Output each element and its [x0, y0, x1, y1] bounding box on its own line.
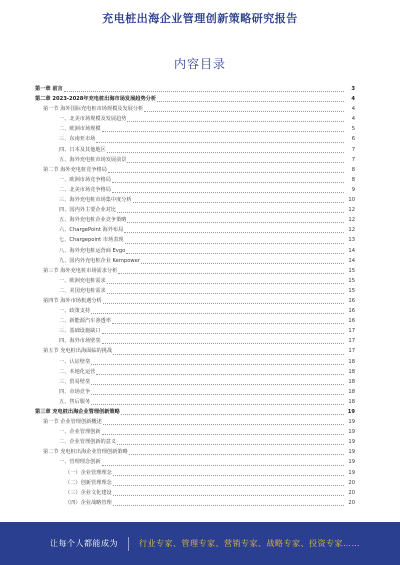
toc-leader-dots — [64, 91, 344, 92]
toc-leader-dots — [107, 293, 344, 294]
toc-entry-page: 18 — [348, 358, 355, 365]
toc-entry-label: 二、北美市场竞争格局 — [59, 186, 111, 193]
toc-entry-label: 三、海外充电桩市场集中度分析 — [59, 197, 132, 204]
toc-leader-dots — [121, 414, 344, 415]
toc-entry-label: 六、ChargePoint 海外布局 — [59, 227, 124, 234]
toc-entry-label: 四、国内外主要企业对比 — [59, 207, 117, 214]
toc-entry-page: 20 — [348, 479, 355, 486]
toc-entry-page: 19 — [348, 439, 355, 446]
toc-entry[interactable] — [35, 155, 355, 165]
toc-entry-page: 15 — [348, 287, 355, 294]
toc-leader-dots — [103, 424, 344, 425]
toc-entry[interactable] — [35, 457, 355, 467]
toc-entry-label: 五、海外充电桩市场发展前景 — [59, 156, 127, 163]
toc-entry-page: 9 — [351, 186, 355, 193]
toc-entry[interactable] — [35, 367, 355, 377]
toc-entry-page: 15 — [348, 277, 355, 284]
toc-leader-dots — [102, 434, 344, 435]
toc-leader-dots — [117, 444, 344, 445]
table-of-contents — [35, 84, 355, 508]
toc-leader-dots — [102, 465, 344, 466]
toc-leader-dots — [126, 253, 344, 254]
toc-entry-page: 3 — [351, 86, 355, 92]
toc-entry-page: 19 — [348, 419, 355, 426]
toc-entry[interactable] — [35, 346, 355, 356]
toc-entry[interactable] — [35, 478, 355, 488]
toc-entry-label: 一、认证壁垒 — [59, 358, 91, 365]
toc-entry-page: 5 — [351, 126, 355, 133]
toc-entry-label: 三、基础设施缺口 — [59, 328, 101, 335]
toc-entry-page: 15 — [348, 267, 355, 274]
toc-entry-label: （三）企业文化建设 — [65, 489, 112, 496]
toc-entry-label: 二、企业管理创新的意义 — [59, 439, 117, 446]
toc-entry-label: 一、欧洲充电桩需求 — [59, 277, 106, 284]
toc-entry[interactable] — [35, 286, 355, 296]
toc-entry-page: 18 — [348, 378, 355, 385]
toc-leader-dots — [96, 142, 344, 143]
toc-leader-dots — [118, 273, 344, 274]
toc-leader-dots — [133, 202, 344, 203]
toc-entry[interactable] — [35, 397, 355, 407]
toc-entry-label: 二、欧洲市场规模 — [59, 126, 101, 133]
toc-entry[interactable] — [35, 488, 355, 498]
toc-entry-label: 第三章 充电桩出海企业管理创新策略 — [35, 409, 120, 415]
toc-entry-label: 四、市场竞争 — [59, 388, 91, 395]
toc-entry-page: 17 — [348, 338, 355, 345]
toc-entry[interactable] — [35, 468, 355, 478]
toc-entry-label: 一、欧洲市场竞争格局 — [59, 176, 111, 183]
toc-leader-dots — [91, 404, 344, 405]
toc-entry[interactable] — [35, 437, 355, 447]
toc-entry-page: 4 — [351, 96, 355, 103]
toc-entry-page: 17 — [348, 328, 355, 335]
toc-entry-page: 18 — [348, 398, 355, 405]
toc-entry-page: 8 — [351, 176, 355, 183]
toc-leader-dots — [102, 333, 344, 334]
toc-leader-dots — [107, 283, 344, 284]
toc-entry[interactable] — [35, 417, 355, 427]
toc-leader-dots — [96, 374, 344, 375]
toc-leader-dots — [112, 182, 344, 183]
toc-entry[interactable] — [35, 114, 355, 124]
toc-entry[interactable] — [35, 387, 355, 397]
toc-leader-dots — [125, 243, 344, 244]
toc-entry-page: 16 — [348, 297, 355, 304]
toc-entry-page: 19 — [348, 429, 355, 436]
toc-entry[interactable] — [35, 447, 355, 457]
toc-leader-dots — [144, 111, 344, 112]
toc-entry-page: 4 — [351, 106, 355, 113]
toc-leader-dots — [91, 394, 344, 395]
toc-entry-label: 四、海外市场壁垒 — [59, 338, 101, 345]
toc-leader-dots — [113, 475, 344, 476]
toc-entry-label: 第四节 海外市场机遇分析 — [43, 297, 102, 304]
toc-entry-page: 20 — [348, 499, 355, 506]
toc-entry[interactable] — [35, 134, 355, 144]
toc-entry[interactable] — [35, 336, 355, 346]
toc-leader-dots — [107, 152, 344, 153]
toc-heading: 内容目录 — [173, 57, 226, 71]
toc-entry[interactable] — [35, 84, 355, 94]
toc-leader-dots — [117, 212, 344, 213]
toc-entry-page: 19 — [347, 409, 355, 415]
toc-entry-page: 19 — [348, 469, 355, 476]
toc-leader-dots — [112, 323, 344, 324]
toc-leader-dots — [127, 162, 344, 163]
toc-entry-page: 13 — [348, 237, 355, 244]
toc-entry[interactable] — [35, 498, 355, 508]
toc-entry-label: 七、Chargepoint 市场表现 — [59, 237, 124, 244]
toc-entry-page: 7 — [351, 146, 355, 153]
toc-entry-label: （一）企业管理理念 — [65, 469, 112, 476]
toc-leader-dots — [127, 222, 344, 223]
toc-leader-dots — [108, 172, 344, 173]
footer-banner — [0, 522, 400, 565]
toc-entry-page: 19 — [348, 459, 355, 466]
toc-entry-page: 12 — [348, 217, 355, 224]
toc-entry[interactable] — [35, 195, 355, 205]
toc-entry-label: 九、国内外充电桩企业 Kempower — [59, 257, 140, 264]
toc-entry-label: 第一节 企业管理创新概述 — [43, 419, 102, 426]
toc-leader-dots — [113, 505, 344, 506]
toc-entry[interactable] — [35, 377, 355, 387]
toc-entry-label: 一、企业管理创新 — [59, 429, 101, 436]
toc-entry-label: 三、贸易壁垒 — [59, 378, 91, 385]
toc-leader-dots — [91, 364, 344, 365]
toc-entry-page: 18 — [348, 388, 355, 395]
toc-entry[interactable] — [35, 124, 355, 134]
toc-entry[interactable] — [35, 145, 355, 155]
toc-entry[interactable] — [35, 306, 355, 316]
toc-entry[interactable] — [35, 94, 355, 104]
toc-entry-page: 14 — [348, 247, 355, 254]
toc-entry[interactable] — [35, 276, 355, 286]
toc-entry-page: 7 — [351, 156, 355, 163]
footer-tagline: 行业专家、管理专家、营销专家、战略专家、投资专家…… — [139, 539, 360, 548]
toc-entry[interactable] — [35, 235, 355, 245]
toc-entry[interactable] — [35, 104, 355, 114]
toc-entry-label: 二、新能源汽车渗透率 — [59, 318, 111, 325]
toc-entry[interactable] — [35, 357, 355, 367]
toc-entry[interactable] — [35, 326, 355, 336]
toc-leader-dots — [91, 384, 344, 385]
toc-entry[interactable] — [35, 246, 355, 256]
toc-entry[interactable] — [35, 256, 355, 266]
toc-entry-label: 第五节 充电桩出海面临的挑战 — [43, 348, 113, 355]
toc-entry-page: 16 — [348, 318, 355, 325]
toc-entry-label: 第二章 2023-2028年充电桩出海市场发展趋势分析 — [35, 96, 157, 103]
toc-entry-label: 一、北美市场规模及发展趋势 — [59, 116, 127, 123]
toc-entry-page: 14 — [348, 257, 355, 264]
toc-entry[interactable] — [35, 225, 355, 235]
report-header — [0, 0, 400, 36]
toc-entry-page: 12 — [348, 227, 355, 234]
toc-entry-label: 八、海外充电桩运营商 Evgo — [59, 247, 126, 254]
toc-entry-label: （四）企业战略管理 — [65, 499, 112, 506]
toc-entry-page: 10 — [348, 197, 355, 204]
toc-leader-dots — [113, 354, 344, 355]
toc-entry[interactable] — [35, 175, 355, 185]
toc-entry[interactable] — [35, 316, 355, 326]
toc-entry-label: （二）创新管理理念 — [65, 479, 112, 486]
toc-entry-page: 16 — [348, 308, 355, 315]
toc-leader-dots — [157, 101, 344, 102]
toc-entry-page: 18 — [348, 368, 355, 375]
toc-entry[interactable] — [35, 215, 355, 225]
toc-entry-label: 第一章 前言 — [35, 86, 63, 92]
toc-entry[interactable] — [35, 266, 355, 276]
footer-divider — [128, 537, 129, 551]
toc-leader-dots — [113, 485, 344, 486]
footer-slogan: 让每个人都能成为 — [50, 539, 118, 548]
toc-entry-label: 四、日本及其他地区 — [59, 146, 106, 153]
toc-entry[interactable] — [35, 427, 355, 437]
toc-leader-dots — [102, 131, 344, 132]
toc-leader-dots — [127, 121, 344, 122]
toc-entry[interactable] — [35, 407, 355, 417]
toc-entry-label: 第三节 海外充电桩市场需求分析 — [43, 267, 118, 274]
toc-leader-dots — [113, 495, 344, 496]
toc-entry-page: 12 — [348, 207, 355, 214]
toc-entry-page: 8 — [351, 166, 355, 173]
toc-entry-label: 五、售后服务 — [59, 398, 91, 405]
toc-entry-page: 19 — [348, 449, 355, 456]
toc-leader-dots — [103, 303, 344, 304]
toc-entry-page: 4 — [351, 116, 355, 123]
toc-entry[interactable] — [35, 185, 355, 195]
toc-leader-dots — [124, 232, 344, 233]
toc-entry-label: 二、本地化运营 — [59, 368, 96, 375]
toc-entry-page: 17 — [348, 348, 355, 355]
toc-entry-page: 6 — [351, 136, 355, 143]
toc-entry-label: 一、管理理念创新 — [59, 459, 101, 466]
toc-leader-dots — [91, 313, 344, 314]
toc-leader-dots — [129, 454, 344, 455]
toc-entry-label: 第一节 海外国际充电桩市场规模及发展分析 — [43, 106, 144, 113]
report-title: 充电桩出海企业管理创新策略研究报告 — [102, 12, 298, 25]
toc-entry-label: 三、东南亚市场 — [59, 136, 96, 143]
toc-entry-label: 第二节 海外充电桩竞争格局 — [43, 166, 107, 173]
toc-entry[interactable] — [35, 205, 355, 215]
toc-entry[interactable] — [35, 296, 355, 306]
toc-leader-dots — [141, 263, 344, 264]
toc-entry-page: 20 — [348, 489, 355, 496]
toc-entry-label: 一、政策支持 — [59, 308, 91, 315]
toc-entry[interactable] — [35, 165, 355, 175]
toc-entry-label: 五、海外充电桩企业竞争策略 — [59, 217, 127, 224]
toc-leader-dots — [112, 192, 344, 193]
toc-entry-label: 二、美国充电桩需求 — [59, 287, 106, 294]
toc-entry-label: 第二节 充电桩出海企业管理创新策略 — [43, 449, 128, 456]
toc-leader-dots — [102, 343, 344, 344]
